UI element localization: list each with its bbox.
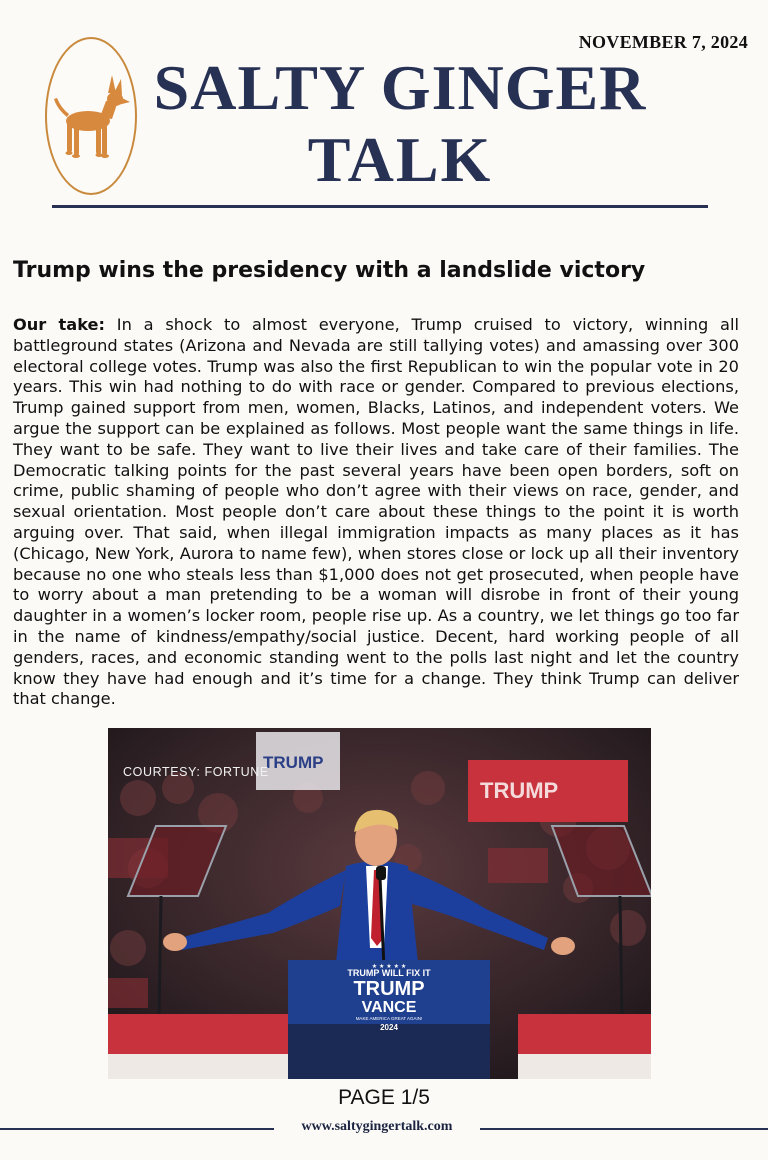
article-text: In a shock to almost everyone, Trump cruised to victory, winning all battleground states (Arizona and Nevada are still tallying votes) and amassing over 300 electoral college votes. Trump was also the first Republican to win the popular vote in 20 years. This win had nothing to do with race or gender. Compared to previous elections, Trump gained support from men, women, Blacks, Latinos, and independent voters. We argue the support can be explained as follows. Most people want the same things in life. They want to be safe. They want to live their lives and take care of their families. The Democratic talking points for the past several years have been open borders, soft on crime, public shaming of people who don’t agree with their views on race, gender, and sexual orientation. Most people don’t care about these things to the point it is worth arguing over. That said, when illegal immigration impacts as many places as it has (Chicago, New York, Aurora to name few), when stores close or lock up all their inventory because no one who steals less than $1,000 does not get prosecuted, when people have to worry about a man pretending to be a woman will disrobe in front of their young daughter in a women’s locker room, people rise up. As a country, we let things go too far in the name of kindness/empathy/social justice. Decent, hard working people of all genders, races, and economic standing went to the polls last night and let the country know they have had enough and it’s time for a change. They think Trump can deliver that change. — [13, 315, 739, 709]
masthead-divider — [52, 205, 708, 208]
footer-url-link[interactable]: www.saltygingertalk.com — [301, 1119, 453, 1134]
article-lead-label: Our take: — [13, 315, 105, 334]
masthead — [140, 52, 660, 196]
dog-icon — [52, 71, 130, 161]
masthead-line-1: SALTY GINGER — [153, 52, 647, 123]
masthead-line-2: TALK — [307, 124, 493, 195]
photo-credit: COURTESY: FORTUNE — [123, 765, 269, 779]
podium-year: 2024 — [380, 1023, 398, 1032]
crowd-sign-right-text: TRUMP — [480, 778, 559, 803]
issue-date: NOVEMBER 7, 2024 — [578, 32, 748, 52]
podium-tagline: TRUMP WILL FIX IT — [347, 968, 431, 978]
article-photo — [108, 728, 651, 1079]
svg-text:★ ★ ★ ★ ★: ★ ★ ★ ★ ★ — [371, 963, 407, 970]
logo — [45, 37, 137, 195]
page-number: PAGE 1/5 — [338, 1086, 430, 1109]
article-headline: Trump wins the presidency with a landslide victory — [13, 258, 646, 283]
podium-name-trump: TRUMP — [353, 978, 425, 1000]
footer-divider-right — [480, 1128, 768, 1130]
crowd-sign-left-text: TRUMP — [263, 753, 324, 772]
footer-divider-left — [0, 1128, 274, 1130]
podium-slogan: MAKE AMERICA GREAT AGAIN! — [355, 1016, 423, 1021]
article-body — [13, 315, 739, 710]
podium-name-vance: VANCE — [361, 999, 417, 1016]
